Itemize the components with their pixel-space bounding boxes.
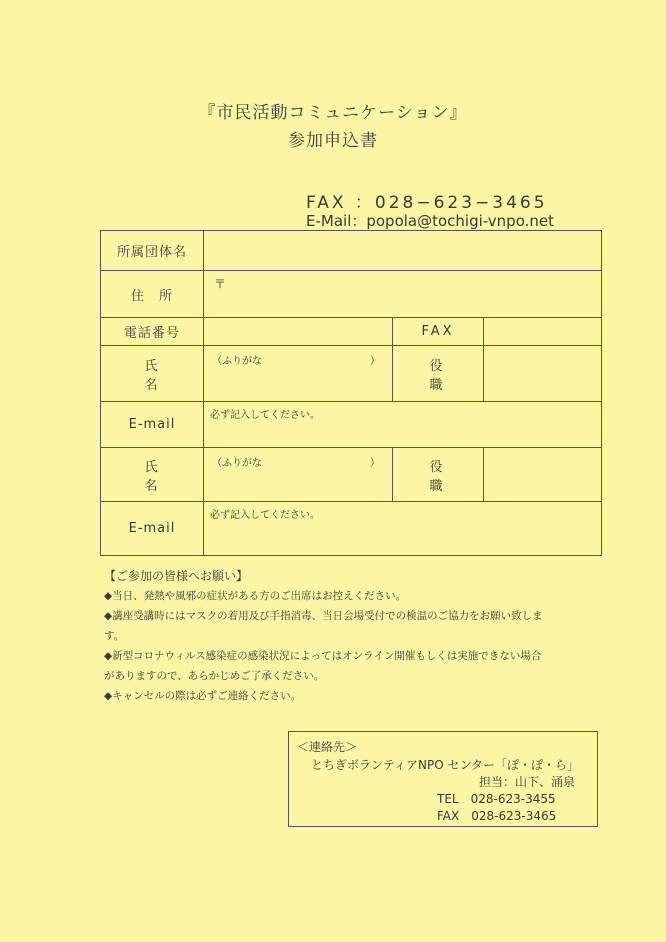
fax-label: FAX bbox=[393, 318, 484, 346]
title-label-2: 役 職 bbox=[393, 448, 484, 502]
contact-org: とちぎボランティアNPO センター「ぽ・ぽ・ら」 bbox=[311, 758, 580, 772]
furigana-hint-2: （ふりがな ） bbox=[212, 458, 380, 469]
email-field-2[interactable] bbox=[204, 502, 602, 556]
name-field-1[interactable] bbox=[204, 346, 393, 402]
note-line: ◆新型コロナウィルス感染症の感染状況によってはオンライン開催もしくは実施できない場合 bbox=[104, 650, 542, 662]
contact-fax: FAX 028-623-3465 bbox=[437, 809, 557, 823]
email-label-1: E-mail bbox=[101, 402, 204, 448]
phone-label: 電話番号 bbox=[101, 318, 204, 346]
note-line: ◆キャンセルの際は必ずご連絡ください。 bbox=[104, 690, 302, 702]
furigana-hint-1: （ふりがな ） bbox=[212, 356, 380, 367]
email-field-1[interactable] bbox=[204, 402, 602, 448]
postal-mark: 〒 bbox=[214, 277, 227, 291]
title-field-2[interactable] bbox=[484, 448, 602, 502]
email-note-2: 必ず記入してください。 bbox=[210, 510, 320, 521]
org-label: 所属団体名 bbox=[101, 231, 204, 271]
notes-heading: 【ご参加の皆様へお願い】 bbox=[104, 569, 249, 583]
page-title: 『市民活動コミュニケーション』 bbox=[198, 103, 468, 123]
application-form bbox=[100, 230, 602, 556]
contact-tel: TEL 028-623-3455 bbox=[437, 792, 556, 806]
contact-heading: ＜連絡先＞ bbox=[297, 740, 358, 754]
phone-field[interactable] bbox=[204, 318, 393, 346]
name-field-2[interactable] bbox=[204, 448, 393, 502]
title-label-1: 役 職 bbox=[393, 346, 484, 402]
fax-number: FAX ：028−623−3465 bbox=[306, 193, 548, 213]
contact-staff: 担当：山下、涌泉 bbox=[479, 775, 576, 789]
email-label-2: E-mail bbox=[101, 502, 204, 556]
name-label-2: 氏 名 bbox=[101, 448, 204, 502]
email-note-1: 必ず記入してください。 bbox=[210, 410, 320, 421]
name-label-1: 氏 名 bbox=[101, 346, 204, 402]
note-line: ◆当日、発熱や風邪の症状がある方のご出席はお控えください。 bbox=[104, 590, 407, 602]
address-label: 住 所 bbox=[101, 271, 204, 318]
note-line: がありますので、あらかじめご了承ください。 bbox=[104, 670, 325, 682]
fax-field[interactable] bbox=[484, 318, 602, 346]
address-field[interactable] bbox=[204, 271, 602, 318]
email-address: E-Mail：popola@tochigi-vnpo.net bbox=[306, 212, 554, 230]
note-line: す。 bbox=[104, 630, 125, 642]
note-line: ◆講座受講時にはマスクの着用及び手指消毒、当日会場受付での検温のご協力をお願い致しま bbox=[104, 610, 543, 622]
page-subtitle: 参加申込書 bbox=[288, 131, 378, 151]
title-field-1[interactable] bbox=[484, 346, 602, 402]
notes-section bbox=[104, 566, 604, 706]
org-field[interactable] bbox=[204, 231, 602, 271]
contact-box bbox=[288, 731, 598, 827]
